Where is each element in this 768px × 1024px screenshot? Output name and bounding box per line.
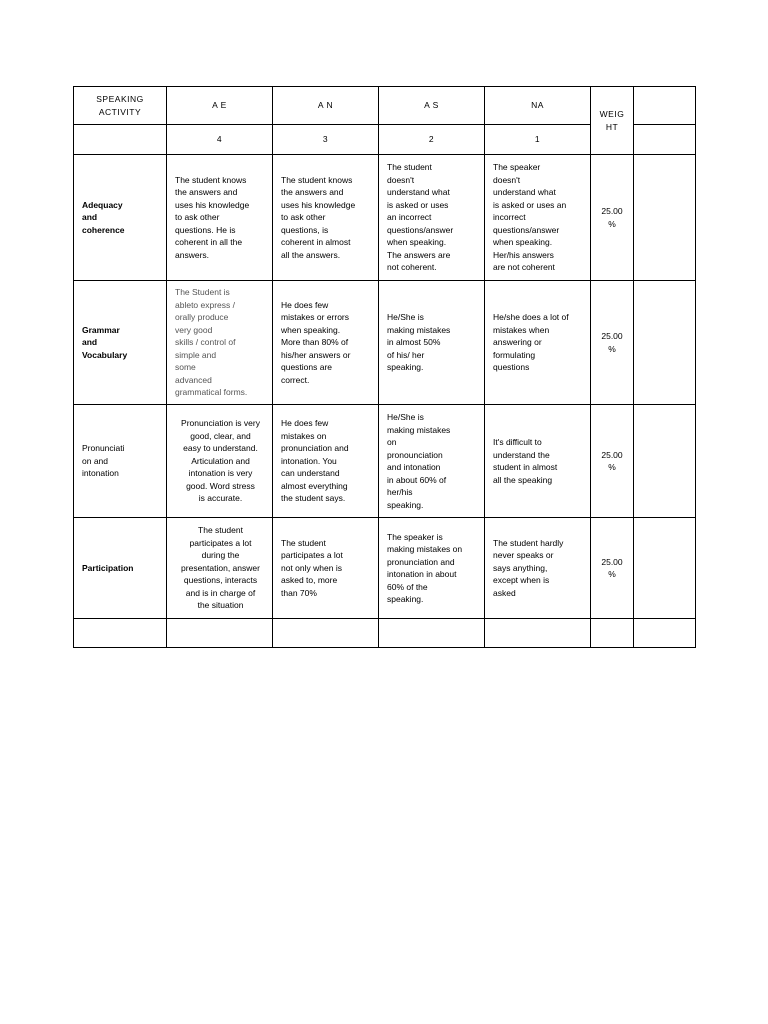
descriptor-cell: It's difficult to understand the student in almost all the speaking — [485, 405, 591, 518]
empty-cell — [634, 405, 696, 518]
descriptor-cell: The student participates a lot during the presentation, answer questions, interacts and is in charge of the situation — [167, 518, 273, 619]
score-1: 1 — [485, 125, 591, 155]
criterion-participation: Participation — [74, 518, 167, 619]
score-empty-cell-right — [634, 125, 696, 155]
descriptor-cell: The student knows the answers and uses his knowledge to ask other questions. He is coherent in all the answers. — [167, 155, 273, 281]
header-speaking-activity: SPEAKING ACTIVITY — [74, 87, 167, 125]
descriptor-cell: The student participates a lot not only when is asked to, more than 70% — [273, 518, 379, 619]
header-row — [74, 87, 696, 125]
empty-cell — [634, 281, 696, 405]
header-weight: WEIG HT — [591, 87, 634, 155]
empty-cell — [634, 619, 696, 648]
score-2: 2 — [379, 125, 485, 155]
score-empty-cell — [74, 125, 167, 155]
criterion-adequacy: Adequacy and coherence — [74, 155, 167, 281]
descriptor-cell: He/She is making mistakes in almost 50% of his/ her speaking. — [379, 281, 485, 405]
descriptor-cell: The speaker is making mistakes on pronunciation and intonation in about 60% of the speaking. — [379, 518, 485, 619]
descriptor-cell: He does few mistakes on pronunciation and intonation. You can understand almost everything the student says. — [273, 405, 379, 518]
score-3: 3 — [273, 125, 379, 155]
descriptor-cell: Pronunciation is very good, clear, and easy to understand. Articulation and intonation is very good. Word stress is accurate. — [167, 405, 273, 518]
empty-cell — [591, 619, 634, 648]
empty-cell — [634, 518, 696, 619]
descriptor-cell: He/She is making mistakes on pronounciation and intonation in about 60% of her/his speaking. — [379, 405, 485, 518]
descriptor-cell: He/she does a lot of mistakes when answering or formulating questions — [485, 281, 591, 405]
empty-cell — [634, 155, 696, 281]
empty-cell — [379, 619, 485, 648]
weight-value: 25.00 % — [591, 155, 634, 281]
criterion-pronunciation: Pronunciati on and intonation — [74, 405, 167, 518]
weight-value: 25.00 % — [591, 405, 634, 518]
descriptor-cell: He does few mistakes or errors when speaking. More than 80% of his/her answers or questions are correct. — [273, 281, 379, 405]
header-level-as: A S — [379, 87, 485, 125]
table-row-empty — [74, 619, 696, 648]
descriptor-cell: The student hardly never speaks or says anything, except when is asked — [485, 518, 591, 619]
header-empty-cell — [634, 87, 696, 125]
table-row — [74, 518, 696, 619]
weight-value: 25.00 % — [591, 281, 634, 405]
header-level-na: NA — [485, 87, 591, 125]
speaking-rubric-table — [73, 86, 696, 648]
weight-value: 25.00 % — [591, 518, 634, 619]
table-row — [74, 155, 696, 281]
table-row — [74, 281, 696, 405]
table-row — [74, 405, 696, 518]
descriptor-cell: The Student is ableto express / orally produce very good skills / control of simple and some advanced grammatical forms. — [167, 281, 273, 405]
criterion-grammar: Grammar and Vocabulary — [74, 281, 167, 405]
score-4: 4 — [167, 125, 273, 155]
empty-cell — [74, 619, 167, 648]
descriptor-cell: The student doesn't understand what is asked or uses an incorrect questions/answer when speaking. The answers are not coherent. — [379, 155, 485, 281]
header-level-an: A N — [273, 87, 379, 125]
descriptor-cell: The speaker doesn't understand what is asked or uses an incorrect questions/answer when speaking. Her/his answers are not coherent — [485, 155, 591, 281]
descriptor-cell: The student knows the answers and uses his knowledge to ask other questions, is coherent in almost all the answers. — [273, 155, 379, 281]
empty-cell — [485, 619, 591, 648]
empty-cell — [273, 619, 379, 648]
empty-cell — [167, 619, 273, 648]
header-level-ae: A E — [167, 87, 273, 125]
